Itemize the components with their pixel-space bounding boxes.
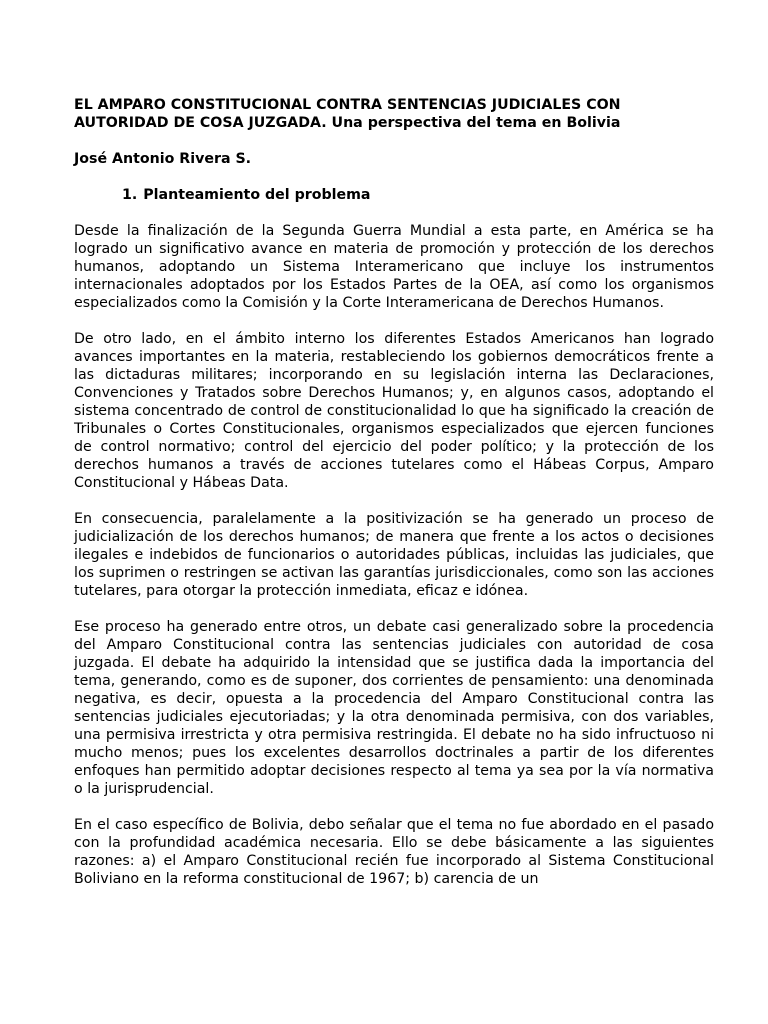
section-heading <box>122 186 714 204</box>
section-number: 1. <box>122 187 138 203</box>
document-title-line-2: AUTORIDAD DE COSA JUZGADA. Una perspectiva del tema en Bolivia <box>74 115 621 131</box>
paragraph-1: Desde la finalización de la Segunda Guerra Mundial a esta parte, en América se ha logrado un significativo avance en materia de promoción y protección de los derechos humanos, adoptando un Sistema Interamericano que incluye los instrumentos internacionales adoptados por los Estados Partes de la OEA, así como los organismos especializados como la Comisión y la Corte Interamericana de Derechos Humanos. <box>74 223 714 311</box>
author-name: José Antonio Rivera S. <box>74 151 252 167</box>
document-title <box>74 96 714 132</box>
paragraph-4: Ese proceso ha generado entre otros, un debate casi generalizado sobre la procedencia del Amparo Constitucional contra las sentencias judiciales con autoridad de cosa juzgada. El debate ha adquirido la intensidad que se justifica dada la importancia del tema, generando, como es de suponer, dos corrientes de pensamiento: una denominada negativa, es decir, opuesta a la procedencia del Amparo Constitucional contra las sentencias judiciales ejecutoriadas; y la otra denominada permisiva, con dos variables, una permisiva irrestricta y otra permisiva restringida. El debate no ha sido infructuoso ni mucho menos; pues los excelentes desarrollos doctrinales a partir de los diferentes enfoques han permitido adoptar decisiones respecto al tema ya sea por la vía normativa o la jurisprudencial. <box>74 619 714 797</box>
document-title-line-1: EL AMPARO CONSTITUCIONAL CONTRA SENTENCIAS JUDICIALES CON <box>74 97 621 113</box>
paragraph-2: De otro lado, en el ámbito interno los diferentes Estados Americanos han logrado avances importantes en la materia, restableciendo los gobiernos democráticos frente a las dictaduras militares; incorporando en su legislación interna las Declaraciones, Convenciones y Tratados sobre Derechos Humanos; y, en algunos casos, adoptando el sistema concentrado de control de constitucionalidad lo que ha significado la creación de Tribunales o Cortes Constitucionales, organismos especializados que ejercen funciones de control normativo; control del ejercicio del poder político; y la protección de los derechos humanos a través de acciones tutelares como el Hábeas Corpus, Amparo Constitucional y Hábeas Data. <box>74 331 714 491</box>
section-title: Planteamiento del problema <box>143 187 371 203</box>
paragraph-5: En el caso específico de Bolivia, debo señalar que el tema no fue abordado en el pasado con la profundidad académica necesaria. Ello se debe básicamente a las siguientes razones: a) el Amparo Constitucional recién fue incorporado al Sistema Constitucional Boliviano en la reforma constitucional de 1967; b) carencia de un <box>74 817 714 887</box>
paragraph-3: En consecuencia, paralelamente a la positivización se ha generado un proceso de judicialización de los derechos humanos; de manera que frente a los actos o decisiones ilegales e indebidos de funcionarios o autoridades públicas, incluidas las judiciales, que los suprimen o restringen se activan las garantías jurisdiccionales, como son las acciones tutelares, para otorgar la protección inmediata, eficaz e idónea. <box>74 511 714 599</box>
